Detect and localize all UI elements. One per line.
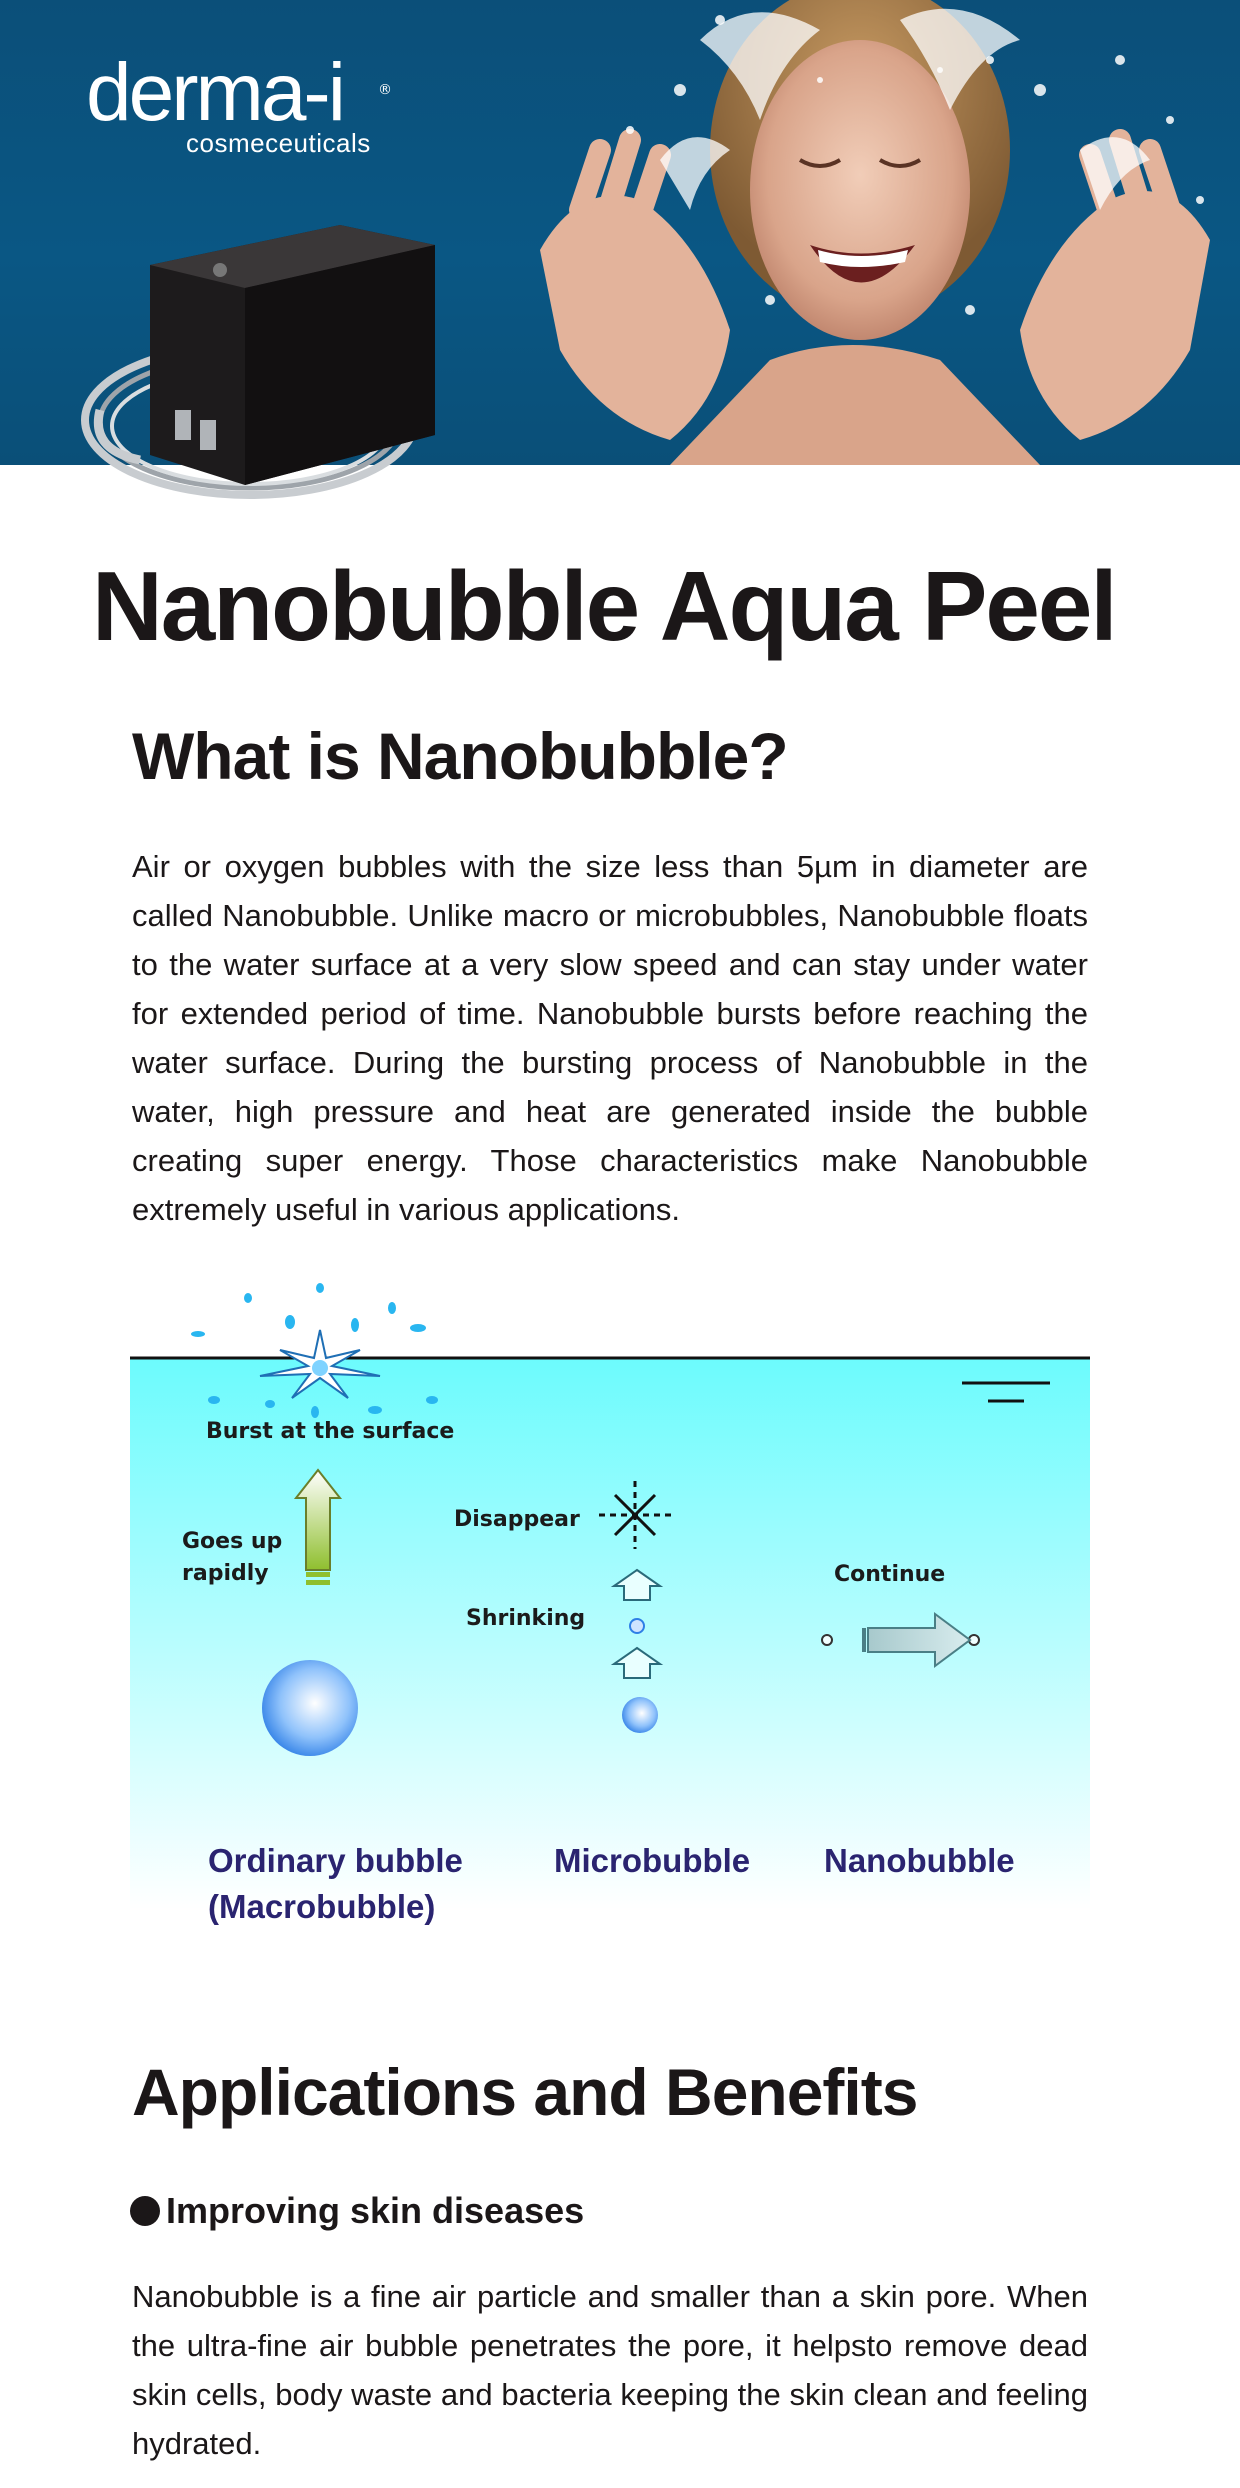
section-body-what-is: Air or oxygen bubbles with the size less than 5µm in diameter are called Nanobubble. Unlike macro or microbubbles, Nanobubble floats to the water surface at a very slow speed and can stay under water for extended period of time. Nanobubble bursts before reaching the water surface. During the bursting process of Nanobubble in the water, high pressure and heat are generated inside the bubble creating super energy. Those characteristics make Nanobubble extremely useful in various applications. xyxy=(132,849,1088,1227)
macrobubble-icon xyxy=(262,1660,358,1756)
bubble-comparison-diagram xyxy=(130,1270,1090,1925)
label-goes-up: Goes up rapidly xyxy=(182,1529,283,1586)
caption-ordinary-bubble: Ordinary bubble (Macrobubble) xyxy=(208,1842,463,1925)
section-body-applications: Nanobubble is a fine air particle and smaller than a skin pore. When the ultra-fine air bubble penetrates the pore, it helpsto remove dead skin cells, body waste and bacteria keeping the skin clean and feeling hydrated. xyxy=(132,2279,1088,2461)
label-continue: Continue xyxy=(834,1562,946,1587)
bullet-label: Improving skin diseases xyxy=(166,2190,585,2231)
caption-nanobubble: Nanobubble xyxy=(824,1842,1015,1879)
section-heading-applications: Applications and Benefits xyxy=(132,2055,918,2129)
bullet-dot-icon xyxy=(130,2196,160,2226)
label-burst: Burst at the surface xyxy=(206,1419,455,1444)
section-heading-what-is: What is Nanobubble? xyxy=(132,719,788,793)
label-shrinking: Shrinking xyxy=(466,1606,586,1631)
microbubble-icon xyxy=(622,1697,658,1733)
page-title: Nanobubble Aqua Peel xyxy=(92,551,1116,661)
bullet-improving-skin xyxy=(130,2190,584,2232)
label-disappear: Disappear xyxy=(454,1507,580,1532)
logo-registered-mark: ® xyxy=(378,82,392,98)
logo-wordmark: derma-i xyxy=(86,47,343,138)
shrinking-bubble-icon xyxy=(630,1619,644,1633)
nanobubble-left-icon xyxy=(822,1635,832,1645)
splash-photo xyxy=(520,0,1240,465)
caption-microbubble: Microbubble xyxy=(554,1842,751,1879)
aqua-peel-device-image xyxy=(80,210,440,530)
diagram-graphic xyxy=(130,1270,1090,1910)
logo-subtitle: cosmeceuticals xyxy=(186,128,371,158)
brand-logo xyxy=(86,47,392,159)
